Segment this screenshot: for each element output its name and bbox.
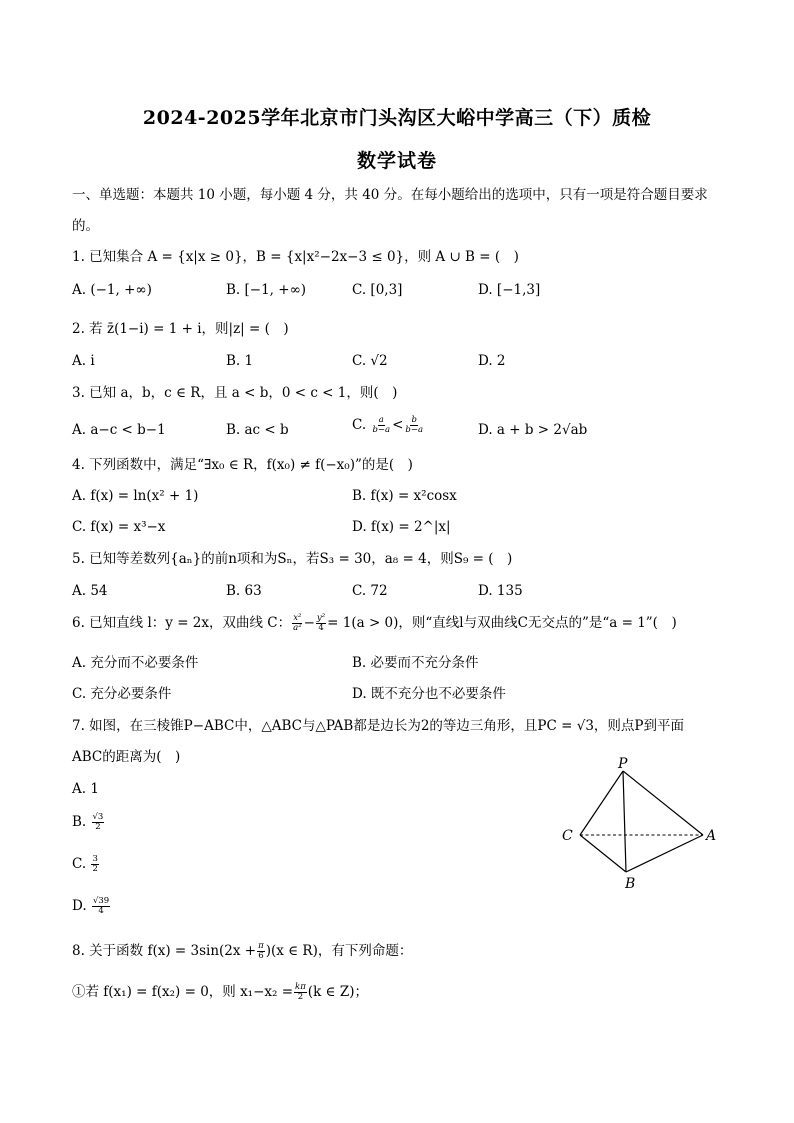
q3-option-c-label: C. xyxy=(352,417,367,433)
q8-item1-pre: ①若 f(x₁) = f(x₂) = 0，则 x₁−x₂ = xyxy=(72,984,294,1000)
q5-option-c: C. 72 xyxy=(352,583,388,599)
q6-option-c: C. 充分必要条件 xyxy=(72,686,172,702)
q6-option-a: A. 充分而不必要条件 xyxy=(72,655,199,671)
edge-pb xyxy=(623,771,626,872)
edge-pc xyxy=(580,771,623,835)
q5-option-a: A. 54 xyxy=(72,583,108,599)
q1-option-d: D. [−1,3] xyxy=(478,282,541,298)
q6-x-num: x² xyxy=(293,613,302,623)
section-instructions-line2: 的。 xyxy=(72,218,99,234)
question-3-stem: 3. 已知 a，b，c ∈ R，且 a < b，0 < c < 1，则( ) xyxy=(72,385,398,401)
q7d-den: 4 xyxy=(98,906,104,916)
q3c-less-than: < xyxy=(392,417,404,433)
exam-title: 2024-2025学年北京市门头沟区大峪中学高三（下）质检 xyxy=(142,107,652,129)
q4-option-d: D. f(x) = 2^|x| xyxy=(352,519,451,535)
question-1-stem: 1. 已知集合 A = {x|x ≥ 0}，B = {x|x²−2x−3 ≤ 0}，则 A ∪ B = ( ) xyxy=(72,249,519,265)
q1-option-a: A. (−1, +∞) xyxy=(72,282,152,298)
q7d-num: √39 xyxy=(92,896,110,906)
q8-kpi-fraction xyxy=(294,983,307,1002)
q6-stem-post: = 1(a > 0)，则“直线l与双曲线C无交点的”是“a = 1”( ) xyxy=(327,615,677,631)
q5-option-d: D. 135 xyxy=(478,583,523,599)
q6-option-d: D. 既不充分也不必要条件 xyxy=(352,686,506,702)
q7c-num: 3 xyxy=(92,854,98,864)
q3c-left-den: b−a xyxy=(372,425,391,435)
q8-stem-post: )(x ∈ R)，有下列命题： xyxy=(265,943,413,959)
question-8-item-1 xyxy=(72,983,368,1002)
exam-subtitle: 数学试卷 xyxy=(356,150,437,172)
section-instructions-line1: 一、单选题：本题共 10 小题，每小题 4 分，共 40 分。在每小题给出的选项中，只有一项是符合题目要求 xyxy=(72,187,708,203)
q8-kpi-den: 2 xyxy=(297,992,304,1002)
question-6-stem xyxy=(72,614,677,633)
q7-option-c-label: C. xyxy=(72,856,87,872)
q8-pi-fraction xyxy=(257,942,265,961)
q6-y-fraction xyxy=(316,614,326,633)
q8-stem-pre: 8. 关于函数 f(x) = 3sin(2x + xyxy=(72,943,257,959)
q8-pi-den: 6 xyxy=(258,951,264,961)
q7d-fraction xyxy=(92,897,110,916)
q2-option-c: C. √2 xyxy=(352,353,388,369)
vertex-label-b: B xyxy=(625,876,636,892)
q7b-num: √3 xyxy=(92,812,104,822)
q3-option-a: A. a−c < b−1 xyxy=(72,422,166,438)
q1-option-b: B. [−1, +∞) xyxy=(226,282,307,298)
q2-option-a: A. i xyxy=(72,353,95,369)
q6-stem-pre: 6. 已知直线 l：y = 2x，双曲线 C： xyxy=(72,615,292,631)
q4-option-b: B. f(x) = x²cosx xyxy=(352,488,457,504)
q3-option-b: B. ac < b xyxy=(226,422,289,438)
q6-x-fraction xyxy=(292,614,302,633)
q3c-left-num: a xyxy=(378,415,384,425)
q7c-den: 2 xyxy=(92,864,98,874)
vertex-label-p: P xyxy=(618,757,628,772)
q7-option-c xyxy=(72,855,100,874)
vertex-label-a: A xyxy=(706,828,717,844)
q4-option-a: A. f(x) = ln(x² + 1) xyxy=(72,488,199,504)
q3c-right-num: b xyxy=(411,415,417,425)
q8-kpi-num: kπ xyxy=(295,982,306,992)
q7b-den: 2 xyxy=(95,822,101,832)
q3c-left-fraction xyxy=(371,416,391,435)
q5-option-b: B. 63 xyxy=(226,583,262,599)
q6-option-b: B. 必要而不充分条件 xyxy=(352,655,479,671)
q2-option-d: D. 2 xyxy=(478,353,506,369)
q3-option-c xyxy=(352,416,425,435)
q7-option-d-label: D. xyxy=(72,898,87,914)
q3c-right-fraction xyxy=(404,416,424,435)
q6-y-num: y² xyxy=(316,613,326,623)
edge-cb xyxy=(580,835,626,872)
q7-option-b-label: B. xyxy=(72,814,87,830)
question-2-stem: 2. 若 z̄(1−i) = 1 + i，则|z| = ( ) xyxy=(72,321,289,337)
q6-y-den: 4 xyxy=(318,623,324,633)
question-5-stem: 5. 已知等差数列{aₙ}的前n项和为Sₙ，若S₃ = 30，a₈ = 4，则S₉ = ( ) xyxy=(72,551,513,567)
q8-item1-post: (k ∈ Z)； xyxy=(307,984,368,1000)
pyramid-diagram xyxy=(555,757,725,892)
q8-pi-num: π xyxy=(258,941,264,951)
q3-option-d: D. a + b > 2√ab xyxy=(478,422,588,438)
q6-minus: − xyxy=(303,615,315,631)
q1-option-c: C. [0,3] xyxy=(352,282,403,298)
question-4-stem: 4. 下列函数中，满足“∃x₀ ∈ R，f(x₀) ≠ f(−x₀)”的是( ) xyxy=(72,457,413,473)
q7-option-b xyxy=(72,813,105,832)
q6-x-den: a² xyxy=(293,623,302,633)
edge-ab xyxy=(626,835,703,872)
q2-option-b: B. 1 xyxy=(226,353,254,369)
vertex-label-c: C xyxy=(562,828,573,844)
q7-option-a: A. 1 xyxy=(72,781,99,797)
q7c-fraction xyxy=(91,855,98,874)
q4-option-c: C. f(x) = x³−x xyxy=(72,519,166,535)
q7b-fraction xyxy=(92,813,105,832)
q7-option-d xyxy=(72,897,111,916)
q3c-right-den: b−a xyxy=(405,425,424,435)
edge-pa xyxy=(623,771,703,835)
question-7-stem: 7. 如图，在三棱锥P−ABC中，△ABC与△PAB都是边长为2的等边三角形，且PC = √3，则点P到平面 xyxy=(72,718,685,734)
question-7-stem-line2: ABC的距离为( ) xyxy=(72,749,181,765)
question-8-stem xyxy=(72,942,412,961)
